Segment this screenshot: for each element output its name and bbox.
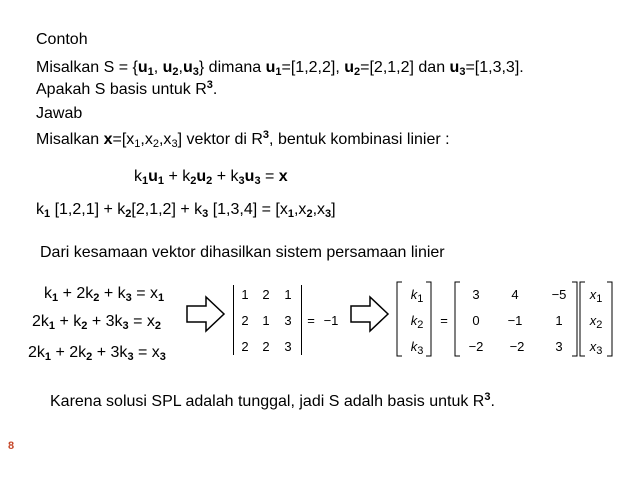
setup-line: Misalkan $x=[x_1,x_2,x_3]$ vektor di $R^3$, bentuk kombinasi linier : [36, 129, 450, 150]
question: Apakah S basis untuk $R^3$. [36, 79, 218, 98]
det-equals: = [307, 313, 315, 328]
matrix-cell: 3 [555, 339, 563, 354]
matrix-cell: −1 [507, 313, 523, 328]
conclusion: Karena solusi SPL adalah tunggal, jadi S adalh basis untuk $R^3$. [50, 391, 495, 410]
det-cell: 2 [241, 339, 249, 354]
implies-arrow-icon [350, 294, 390, 334]
det-cell: 2 [262, 339, 270, 354]
x-vector-entry: $x_1$ [589, 287, 603, 305]
matrix-cell: −2 [468, 339, 484, 354]
implies-arrow-icon [186, 294, 226, 334]
problem-statement: Misalkan $S = \{u_1$, $u_2,u_3$} dimana $u_1=[1,2,2]$, $u_2=[2,1,2]$ dan $u_3=[1,3,3]$. [36, 59, 524, 78]
k-vector-entry: $k_1$ [410, 287, 424, 305]
det-value: −1 [323, 313, 339, 328]
system-intro: Dari kesamaan vektor dihasilkan sistem persamaan linier [40, 244, 445, 261]
solution-equals: = [440, 313, 448, 328]
det-cell: 2 [241, 313, 249, 328]
det-cell: 3 [284, 313, 292, 328]
matrix-cell: 0 [472, 313, 480, 328]
matrix-cell: 1 [555, 313, 563, 328]
linear-combination: $k_1u_1 + k_2u_2 + k_3u_3 = x$ [134, 168, 288, 187]
heading: Contoh [36, 31, 88, 48]
det-cell: 1 [241, 287, 249, 302]
det-cell: 2 [262, 287, 270, 302]
x-vector-entry: $x_3$ [589, 339, 603, 357]
k-vector-entry: $k_2$ [410, 313, 424, 331]
k-vector-entry: $k_3$ [410, 339, 424, 357]
equation-2: $2k_1 + k_2 + 3k_3 = x_2$ [32, 313, 162, 332]
x-vector-entry: $x_2$ [589, 313, 603, 331]
linear-combination-vectors: $k_1$ $[1,2,1] + k_2[2,1,2] + k_3$ $[1,3,4] = [x_1,x_2,x_3]$ [36, 201, 336, 220]
matrix-cell: −5 [551, 287, 567, 302]
det-cell: 3 [284, 339, 292, 354]
equation-1: $k_1 + 2k_2 + k_3 = x_1$ [44, 285, 165, 304]
matrix-cell: −2 [509, 339, 525, 354]
equation-3: $2k_1 + 2k_2 + 3k_3 = x_3$ [28, 344, 166, 363]
det-cell: 1 [284, 287, 292, 302]
matrix-cell: 4 [511, 287, 519, 302]
det-cell: 1 [262, 313, 270, 328]
matrix-cell: 3 [472, 287, 480, 302]
answer-label: Jawab [36, 105, 83, 122]
page-number: 8 [8, 440, 15, 452]
